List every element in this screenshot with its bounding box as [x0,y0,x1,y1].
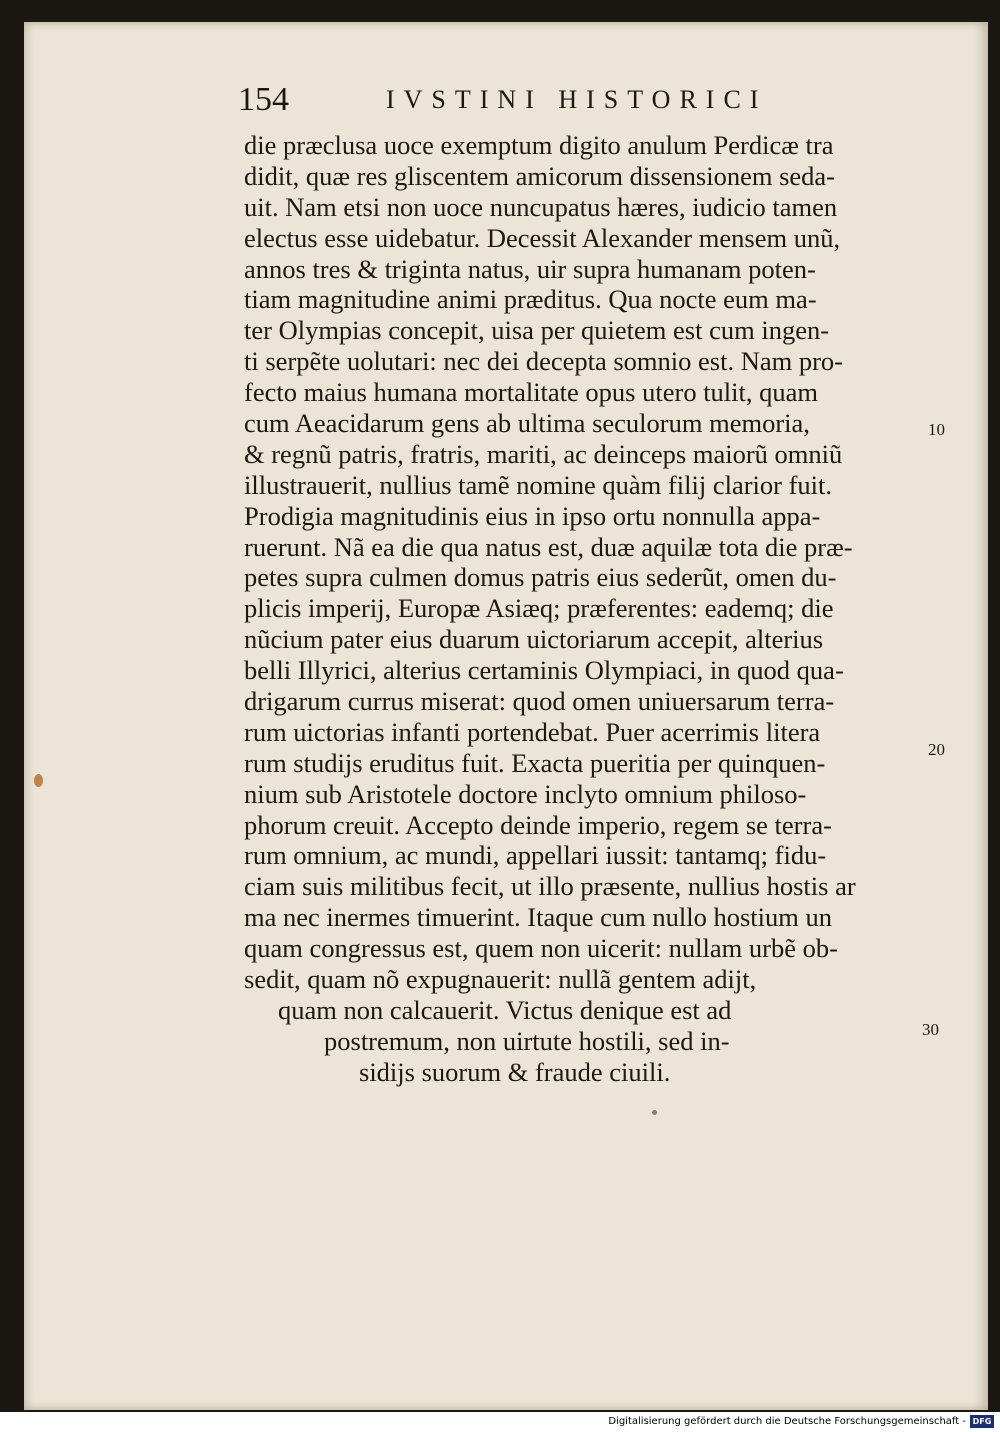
text-line: electus esse uidebatur. Decessit Alexander mensem unũ, [244,222,841,253]
text-line: tiam magnitudine animi præditus. Qua nocte eum ma- [244,284,817,315]
footer-bar [0,1412,1000,1432]
text-line: phorum creuit. Accepto deinde imperio, regem se terra- [244,809,832,840]
text-line: sidijs suorum & fraude ciuili. [359,1056,671,1087]
text-line: rum omnium, ac mundi, appellari iussit: tantamq; fidu- [244,840,827,871]
book-page [24,22,988,1410]
text-line: nũcium pater eius duarum uictoriarum accepit, alterius [244,624,824,655]
page-number: 154 [238,81,289,118]
text-line: ma nec inermes timuerint. Itaque cum nullo hostium un [244,902,833,933]
text-line: rum studijs eruditus fuit. Exacta pueritia per quinquen- [244,747,826,778]
funding-note: Digitalisierung gefördert durch die Deutsche Forschungsgemeinschaft - [608,1416,966,1427]
text-line: & regnũ patris, fratris, mariti, ac deinceps maiorũ omniũ [244,438,843,469]
margin-line-number-10: 10 [928,420,945,439]
text-line: die præclusa uoce exemptum digito anulum Perdicæ tra [244,130,834,160]
text-line: ruerunt. Nã ea die qua natus est, duæ aquilæ tota die præ- [244,531,853,562]
margin-line-number-30: 30 [922,1020,939,1039]
ink-speck [652,1110,657,1115]
text-line: Prodigia magnitudinis eius in ipso ortu nonnulla appa- [244,500,821,531]
text-block [244,130,944,1088]
text-line: uit. Nam etsi non uoce nuncupatus hæres, iudicio tamen [244,191,838,222]
text-line: quam non calcauerit. Victus denique est ad [278,994,732,1025]
text-line: didit, quæ res gliscentem amicorum dissensionem seda- [244,160,835,191]
text-line: drigarum currus miserat: quod omen uniuersarum terra- [244,686,835,717]
text-line: fecto maius humana mortalitate opus utero tulit, quam [244,377,819,408]
running-head [238,80,798,120]
margin-line-number-20: 20 [928,740,945,759]
paper-stain [34,774,43,787]
text-line: rum uictorias infanti portendebat. Puer acerrimis litera [244,716,821,747]
text-line: sedit, quam nõ expugnauerit: nullã gentem adijt, [244,964,757,995]
text-line: nium sub Aristotele doctore inclyto omnium philoso- [244,778,807,809]
text-line: ti serpẽte uolutari: nec dei decepta somnio est. Nam pro- [244,346,843,377]
dfg-logo-icon: DFG [970,1415,994,1428]
running-title: IVSTINI HISTORICI [386,85,768,114]
text-line: belli Illyrici, alterius certaminis Olympiaci, in quod qua- [244,655,844,686]
text-line: ciam suis militibus fecit, ut illo præsente, nullius hostis ar [244,871,856,902]
text-line: quam congressus est, quem non uicerit: nullam urbẽ ob- [244,933,838,964]
text-line: cum Aeacidarum gens ab ultima seculorum memoria, [244,408,810,439]
text-line: annos tres & triginta natus, uir supra humanam poten- [244,253,816,284]
text-line: ter Olympias concepit, uisa per quietem est cum ingen- [244,315,830,346]
text-line: postremum, non uirtute hostili, sed in- [324,1025,730,1056]
text-line: petes supra culmen domus patris eius sederũt, omen du- [244,562,837,593]
text-line: illustrauerit, nullius tamẽ nomine quàm filij clarior fuit. [244,469,833,500]
text-line: plicis imperij, Europæ Asiæq; præferentes: eademq; die [244,593,834,624]
